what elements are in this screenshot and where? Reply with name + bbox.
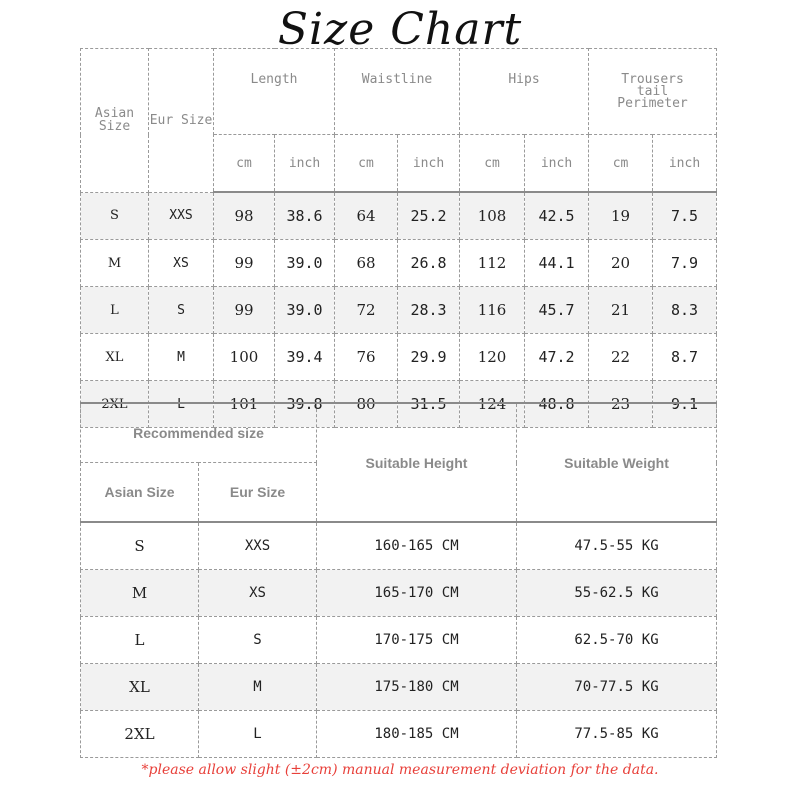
tail-inch-cell: 8.3 (653, 287, 717, 334)
eur-size-cell: S (149, 287, 214, 334)
length-cm-cell: 100 (214, 334, 275, 381)
asian-size-cell: M (81, 240, 149, 287)
height-cell: 165-170 CM (317, 570, 517, 617)
table-row (81, 711, 717, 758)
table-row (81, 334, 717, 381)
hips-inch-cell: 42.5 (525, 192, 589, 240)
weight-cell: 77.5-85 KG (517, 711, 717, 758)
waist-inch-cell: 25.2 (398, 192, 460, 240)
tail-inch-cell: 7.5 (653, 192, 717, 240)
eur-size-cell: XXS (149, 192, 214, 240)
height-cell: 175-180 CM (317, 664, 517, 711)
asian-size-cell: 2XL (81, 381, 149, 428)
weight-cell: 70-77.5 KG (517, 664, 717, 711)
table-row (81, 240, 717, 287)
asian-size-cell: XL (81, 664, 199, 711)
eur-size-cell: L (149, 381, 214, 428)
length-cm-cell: 98 (214, 192, 275, 240)
hips-inch-cell: 48.8 (525, 381, 589, 428)
header-suitable-height: Suitable Height (317, 403, 517, 522)
asian-size-cell: M (81, 570, 199, 617)
eur-size-cell: XXS (199, 522, 317, 570)
unit-inch: inch (398, 135, 460, 193)
length-inch-cell: 39.4 (275, 334, 335, 381)
hips-cm-cell: 112 (460, 240, 525, 287)
length-cm-cell: 101 (214, 381, 275, 428)
recommend-table (80, 402, 717, 758)
size-table-header-row (81, 49, 717, 135)
hips-inch-cell: 47.2 (525, 334, 589, 381)
length-cm-cell: 99 (214, 287, 275, 334)
length-inch-cell: 39.0 (275, 240, 335, 287)
length-inch-cell: 38.6 (275, 192, 335, 240)
tail-cm-cell: 19 (589, 192, 653, 240)
unit-cm: cm (460, 135, 525, 193)
page-title: Size Chart (277, 4, 523, 55)
header-trousers-tail: Trousers tail Perimeter (589, 49, 717, 135)
waist-cm-cell: 64 (335, 192, 398, 240)
eur-size-cell: L (199, 711, 317, 758)
asian-size-cell: L (81, 287, 149, 334)
unit-cm: cm (335, 135, 398, 193)
hips-cm-cell: 116 (460, 287, 525, 334)
tail-cm-cell: 21 (589, 287, 653, 334)
asian-size-cell: 2XL (81, 711, 199, 758)
asian-size-cell: XL (81, 334, 149, 381)
length-cm-cell: 99 (214, 240, 275, 287)
header-hips: Hips (460, 49, 589, 135)
weight-cell: 47.5-55 KG (517, 522, 717, 570)
unit-inch: inch (275, 135, 335, 193)
header-suitable-weight: Suitable Weight (517, 403, 717, 522)
hips-cm-cell: 124 (460, 381, 525, 428)
header-eur-size: Eur Size (199, 463, 317, 523)
header-recommended-size: Recommended size (81, 403, 317, 463)
hips-inch-cell: 44.1 (525, 240, 589, 287)
tail-cm-cell: 22 (589, 334, 653, 381)
eur-size-cell: S (199, 617, 317, 664)
tail-cm-cell: 23 (589, 381, 653, 428)
tail-inch-cell: 8.7 (653, 334, 717, 381)
tail-inch-cell: 9.1 (653, 381, 717, 428)
table-row (81, 617, 717, 664)
table-row (81, 664, 717, 711)
unit-cm: cm (589, 135, 653, 193)
weight-cell: 55-62.5 KG (517, 570, 717, 617)
eur-size-cell: XS (149, 240, 214, 287)
tail-inch-cell: 7.9 (653, 240, 717, 287)
eur-size-cell: XS (199, 570, 317, 617)
header-length: Length (214, 49, 335, 135)
header-waistline: Waistline (335, 49, 460, 135)
height-cell: 180-185 CM (317, 711, 517, 758)
asian-size-cell: L (81, 617, 199, 664)
waist-cm-cell: 72 (335, 287, 398, 334)
table-row (81, 570, 717, 617)
asian-size-cell: S (81, 522, 199, 570)
eur-size-cell: M (149, 334, 214, 381)
size-table (80, 48, 717, 428)
hips-cm-cell: 108 (460, 192, 525, 240)
waist-inch-cell: 31.5 (398, 381, 460, 428)
header-asian-size: Asian Size (81, 49, 149, 193)
eur-size-cell: M (199, 664, 317, 711)
tail-cm-cell: 20 (589, 240, 653, 287)
table-row (81, 522, 717, 570)
header-asian-size: Asian Size (81, 463, 199, 523)
hips-inch-cell: 45.7 (525, 287, 589, 334)
unit-cm: cm (214, 135, 275, 193)
measurement-note: *please allow slight (±2cm) manual measurement deviation for the data. (141, 762, 659, 778)
weight-cell: 62.5-70 KG (517, 617, 717, 664)
waist-cm-cell: 68 (335, 240, 398, 287)
header-eur-size: Eur Size (149, 49, 214, 193)
table-row (81, 287, 717, 334)
recommend-header-row (81, 403, 717, 463)
height-cell: 160-165 CM (317, 522, 517, 570)
height-cell: 170-175 CM (317, 617, 517, 664)
hips-cm-cell: 120 (460, 334, 525, 381)
waist-cm-cell: 76 (335, 334, 398, 381)
waist-inch-cell: 28.3 (398, 287, 460, 334)
asian-size-cell: S (81, 192, 149, 240)
length-inch-cell: 39.0 (275, 287, 335, 334)
waist-inch-cell: 26.8 (398, 240, 460, 287)
length-inch-cell: 39.8 (275, 381, 335, 428)
waist-cm-cell: 80 (335, 381, 398, 428)
unit-inch: inch (525, 135, 589, 193)
table-row (81, 192, 717, 240)
unit-inch: inch (653, 135, 717, 193)
waist-inch-cell: 29.9 (398, 334, 460, 381)
